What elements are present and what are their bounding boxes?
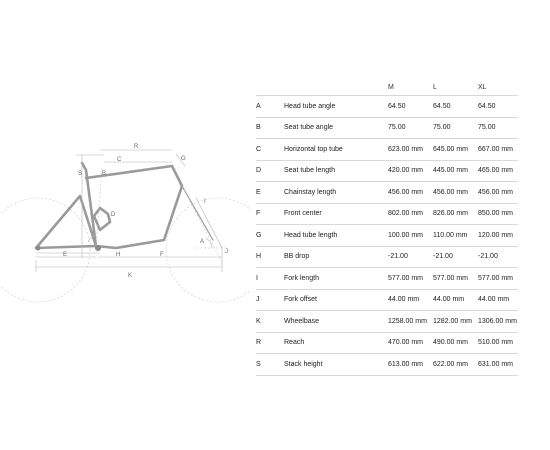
row-name: Chainstay length	[284, 182, 388, 204]
row-xl: 510.00 mm	[478, 332, 518, 354]
col-l-header: L	[433, 84, 437, 91]
col-xl-header: XL	[478, 84, 487, 91]
row-m: 802.00 mm	[388, 203, 433, 225]
row-key: F	[256, 203, 284, 225]
row-l: 44.00 mm	[433, 289, 478, 311]
row-name: Seat tube length	[284, 160, 388, 182]
label-i: I	[204, 199, 206, 205]
table-row	[256, 182, 518, 204]
row-xl: -21.00	[478, 246, 518, 268]
table-header-row	[256, 80, 518, 96]
table-row	[256, 225, 518, 247]
row-l: 456.00 mm	[433, 182, 478, 204]
table-row	[256, 311, 518, 333]
row-l: 490.00 mm	[433, 332, 478, 354]
row-xl: 631.00 mm	[478, 354, 518, 376]
front-wheel	[166, 198, 250, 302]
label-h: H	[116, 252, 121, 258]
row-name: Fork offset	[284, 289, 388, 311]
row-l: 826.00 mm	[433, 203, 478, 225]
row-name: Head tube angle	[284, 96, 388, 118]
row-xl: 577.00 mm	[478, 268, 518, 290]
row-xl: 456.00 mm	[478, 182, 518, 204]
col-m-header: M	[388, 84, 394, 91]
row-key: D	[256, 160, 284, 182]
row-name: Stack height	[284, 354, 388, 376]
row-l: 1282.00 mm	[433, 311, 478, 333]
row-m: -21.00	[388, 246, 433, 268]
label-r: R	[134, 144, 139, 150]
row-key: G	[256, 225, 284, 247]
label-k: K	[128, 273, 133, 279]
label-b: B	[102, 171, 107, 177]
label-a: A	[200, 239, 205, 245]
row-m: 623.00 mm	[388, 139, 433, 161]
label-d: D	[111, 212, 116, 218]
table-row	[256, 139, 518, 161]
row-key: I	[256, 268, 284, 290]
fork-axis	[182, 186, 222, 262]
seat-axis	[96, 168, 102, 246]
label-f: F	[160, 252, 164, 258]
row-xl: 120.00 mm	[478, 225, 518, 247]
table-row	[256, 117, 518, 139]
head-angle-arc	[206, 238, 212, 248]
rear-wheel	[0, 198, 90, 302]
row-m: 44.00 mm	[388, 289, 433, 311]
table-row	[256, 160, 518, 182]
row-m: 577.00 mm	[388, 268, 433, 290]
col-key-header	[256, 80, 284, 96]
label-c: C	[117, 157, 122, 163]
col-name-header	[284, 80, 388, 96]
row-name: Horizontal top tube	[284, 139, 388, 161]
label-j: J	[225, 249, 228, 255]
row-xl: 75.00	[478, 117, 518, 139]
bike-geometry-diagram	[0, 0, 250, 450]
rear-axle	[36, 246, 41, 251]
row-l: 445.00 mm	[433, 160, 478, 182]
row-name: Front center	[284, 203, 388, 225]
table-row	[256, 289, 518, 311]
row-xl: 667.00 mm	[478, 139, 518, 161]
row-m: 456.00 mm	[388, 182, 433, 204]
row-name: Seat tube angle	[284, 117, 388, 139]
geometry-table	[256, 80, 518, 376]
row-xl: 1306.00 mm	[478, 311, 518, 333]
label-e: E	[63, 252, 68, 258]
bike-frame	[36, 163, 182, 248]
row-m: 75.00	[388, 117, 433, 139]
row-m: 470.00 mm	[388, 332, 433, 354]
row-m: 64.50	[388, 96, 433, 118]
row-name: Wheelbase	[284, 311, 388, 333]
row-key: C	[256, 139, 284, 161]
table-row	[256, 96, 518, 118]
table-row	[256, 332, 518, 354]
fork	[182, 186, 213, 240]
row-m: 420.00 mm	[388, 160, 433, 182]
table-row	[256, 354, 518, 376]
row-key: A	[256, 96, 284, 118]
frame-drawing	[0, 0, 250, 450]
row-key: E	[256, 182, 284, 204]
row-name: Head tube length	[284, 225, 388, 247]
table-row	[256, 246, 518, 268]
row-name: Reach	[284, 332, 388, 354]
row-m: 100.00 mm	[388, 225, 433, 247]
row-l: 75.00	[433, 117, 478, 139]
row-m: 1258.00 mm	[388, 311, 433, 333]
row-xl: 850.00 mm	[478, 203, 518, 225]
label-g: G	[181, 156, 186, 162]
table-row	[256, 203, 518, 225]
label-s: S	[78, 171, 83, 177]
row-m: 613.00 mm	[388, 354, 433, 376]
row-key: J	[256, 289, 284, 311]
row-l: 645.00 mm	[433, 139, 478, 161]
row-xl: 64.50	[478, 96, 518, 118]
row-l: 110.00 mm	[433, 225, 478, 247]
row-key: B	[256, 117, 284, 139]
row-key: S	[256, 354, 284, 376]
row-xl: 465.00 mm	[478, 160, 518, 182]
row-xl: 44.00 mm	[478, 289, 518, 311]
row-name: BB drop	[284, 246, 388, 268]
row-key: K	[256, 311, 284, 333]
row-l: 622.00 mm	[433, 354, 478, 376]
table-row	[256, 268, 518, 290]
row-l: -21.00	[433, 246, 478, 268]
row-name: Fork length	[284, 268, 388, 290]
row-l: 64.50	[433, 96, 478, 118]
row-l: 577.00 mm	[433, 268, 478, 290]
row-key: H	[256, 246, 284, 268]
row-key: R	[256, 332, 284, 354]
